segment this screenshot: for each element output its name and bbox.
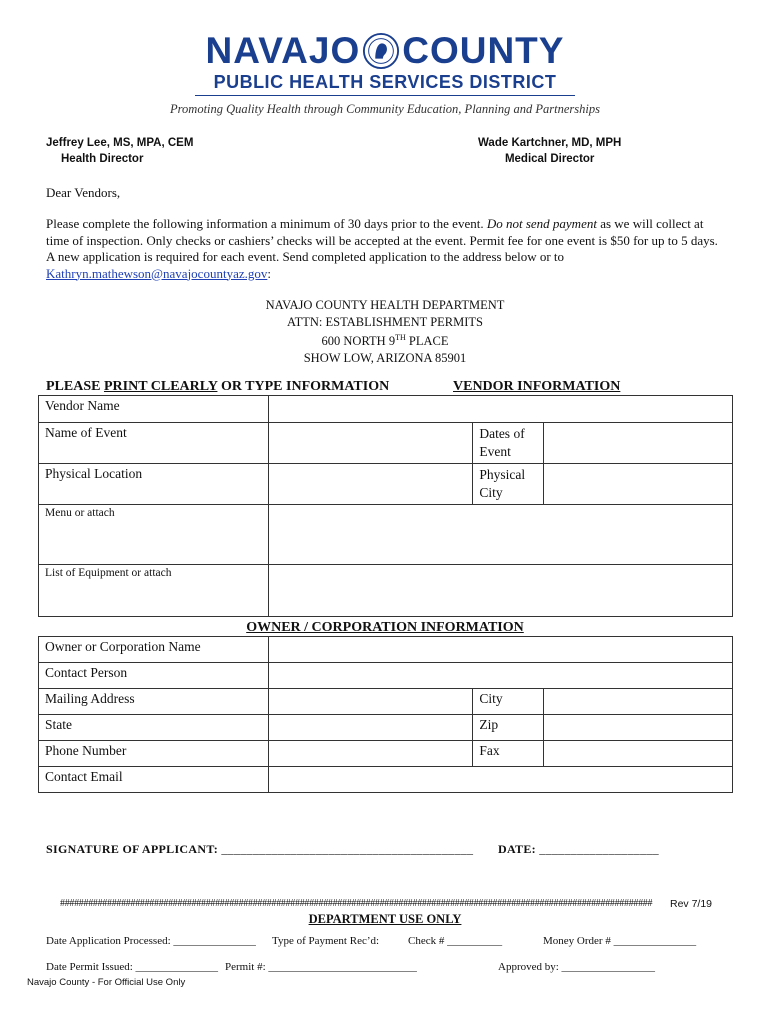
fax-label: Fax xyxy=(473,741,544,767)
instructions-text-1: Please complete the following information a minimum of 30 days prior to the event. xyxy=(46,216,487,231)
health-director-block xyxy=(46,135,193,167)
fax-field[interactable] xyxy=(544,741,733,767)
health-director-title: Health Director xyxy=(61,153,144,165)
contact-email-label: Contact Email xyxy=(39,767,269,793)
signature-label: SIGNATURE OF APPLICANT: xyxy=(46,842,219,856)
address-line-3: 600 NORTH 9TH PLACE xyxy=(321,333,449,349)
equipment-label: List of Equipment or attach xyxy=(39,565,269,617)
vendor-info-table xyxy=(38,395,733,617)
zip-field[interactable] xyxy=(544,715,733,741)
permit-number: Permit #: ___________________________ xyxy=(225,961,417,973)
contact-person-label: Contact Person xyxy=(39,663,269,689)
owner-info-heading: OWNER / CORPORATION INFORMATION xyxy=(246,620,524,635)
separator-hash-line: ############################################################################################################################## xyxy=(60,898,653,909)
mailing-address-field[interactable] xyxy=(268,689,473,715)
address-line-4: SHOW LOW, ARIZONA 85901 xyxy=(303,350,467,365)
health-director-name: Jeffrey Lee, MS, MPA, CEM xyxy=(46,137,194,149)
contact-email-field[interactable] xyxy=(268,767,732,793)
physical-city-field[interactable] xyxy=(544,464,733,505)
date-processed: Date Application Processed: _______________ xyxy=(46,935,256,947)
medical-director-title: Medical Director xyxy=(504,153,595,165)
greeting: Dear Vendors, xyxy=(46,185,121,200)
zip-label: Zip xyxy=(473,715,544,741)
footer-note: Navajo County - For Official Use Only xyxy=(27,977,186,988)
address-line-2: ATTN: ESTABLISHMENT PERMITS xyxy=(286,314,483,329)
district-name: PUBLIC HEALTH SERVICES DISTRICT xyxy=(213,72,557,92)
instructions-end: : xyxy=(267,265,271,281)
phone-label: Phone Number xyxy=(39,741,269,767)
payment-type: Type of Payment Rec’d: xyxy=(272,935,380,947)
approved-by: Approved by: _________________ xyxy=(498,961,656,973)
letterhead-logo xyxy=(0,30,770,72)
address-line-1: NAVAJO COUNTY HEALTH DEPARTMENT xyxy=(265,298,505,312)
contact-email-link[interactable]: Kathryn.mathewson@navajocountyaz.gov xyxy=(46,265,268,281)
department-use-heading: DEPARTMENT USE ONLY xyxy=(308,912,462,926)
owner-name-label: Owner or Corporation Name xyxy=(39,637,269,663)
brand-left: NAVAJO xyxy=(205,30,361,71)
signature-row xyxy=(46,842,473,857)
medical-director-block xyxy=(478,135,621,167)
event-name-field[interactable] xyxy=(268,423,473,464)
vendor-name-label: Vendor Name xyxy=(39,396,269,423)
date-label: DATE: xyxy=(498,842,536,856)
medical-director-name: Wade Kartchner, MD, MPH xyxy=(478,137,622,149)
county-seal-icon xyxy=(362,32,400,70)
vendor-name-field[interactable] xyxy=(268,396,732,423)
check-number: Check # __________ xyxy=(408,935,503,947)
menu-label: Menu or attach xyxy=(39,505,269,565)
owner-info-table xyxy=(38,636,733,793)
date-permit-issued: Date Permit Issued: _______________ xyxy=(46,961,219,973)
revision-label: Rev 7/19 xyxy=(670,898,713,910)
money-order-number: Money Order # _______________ xyxy=(543,935,697,947)
header-divider xyxy=(195,95,575,96)
physical-city-label: Physical City xyxy=(473,464,544,505)
physical-location-label: Physical Location xyxy=(39,464,269,505)
city-label: City xyxy=(473,689,544,715)
mailing-address-block xyxy=(0,297,770,366)
brand-right: COUNTY xyxy=(402,30,565,71)
state-field[interactable] xyxy=(268,715,473,741)
equipment-field[interactable] xyxy=(268,565,732,617)
mailing-address-label: Mailing Address xyxy=(39,689,269,715)
tagline: Promoting Quality Health through Community Education, Planning and Partnerships xyxy=(170,102,600,116)
event-dates-label: Dates of Event xyxy=(473,423,544,464)
phone-field[interactable] xyxy=(268,741,473,767)
menu-field[interactable] xyxy=(268,505,732,565)
instructions-emphasis: Do not send payment xyxy=(486,216,597,231)
event-dates-field[interactable] xyxy=(544,423,733,464)
instructions-text-2: as we will collect at time of inspection. Only checks or cashiers’ checks will be accepted at the event. Permit fee for one event is $50 for up to 5 days. A new application is required for each event. Send completed application to the address below or to xyxy=(46,216,718,264)
state-label: State xyxy=(39,715,269,741)
vendor-info-heading: VENDOR INFORMATION xyxy=(453,379,621,394)
physical-location-field[interactable] xyxy=(268,464,473,505)
city-field[interactable] xyxy=(544,689,733,715)
date-row xyxy=(498,842,659,857)
date-line[interactable]: ___________________ xyxy=(539,842,659,856)
event-name-label: Name of Event xyxy=(39,423,269,464)
instructions-paragraph xyxy=(46,216,726,282)
signature-line[interactable]: ________________________________________ xyxy=(221,842,474,856)
print-instruction: PLEASE PRINT CLEARLY OR TYPE INFORMATION xyxy=(46,379,390,394)
contact-person-field[interactable] xyxy=(268,663,732,689)
owner-name-field[interactable] xyxy=(268,637,732,663)
